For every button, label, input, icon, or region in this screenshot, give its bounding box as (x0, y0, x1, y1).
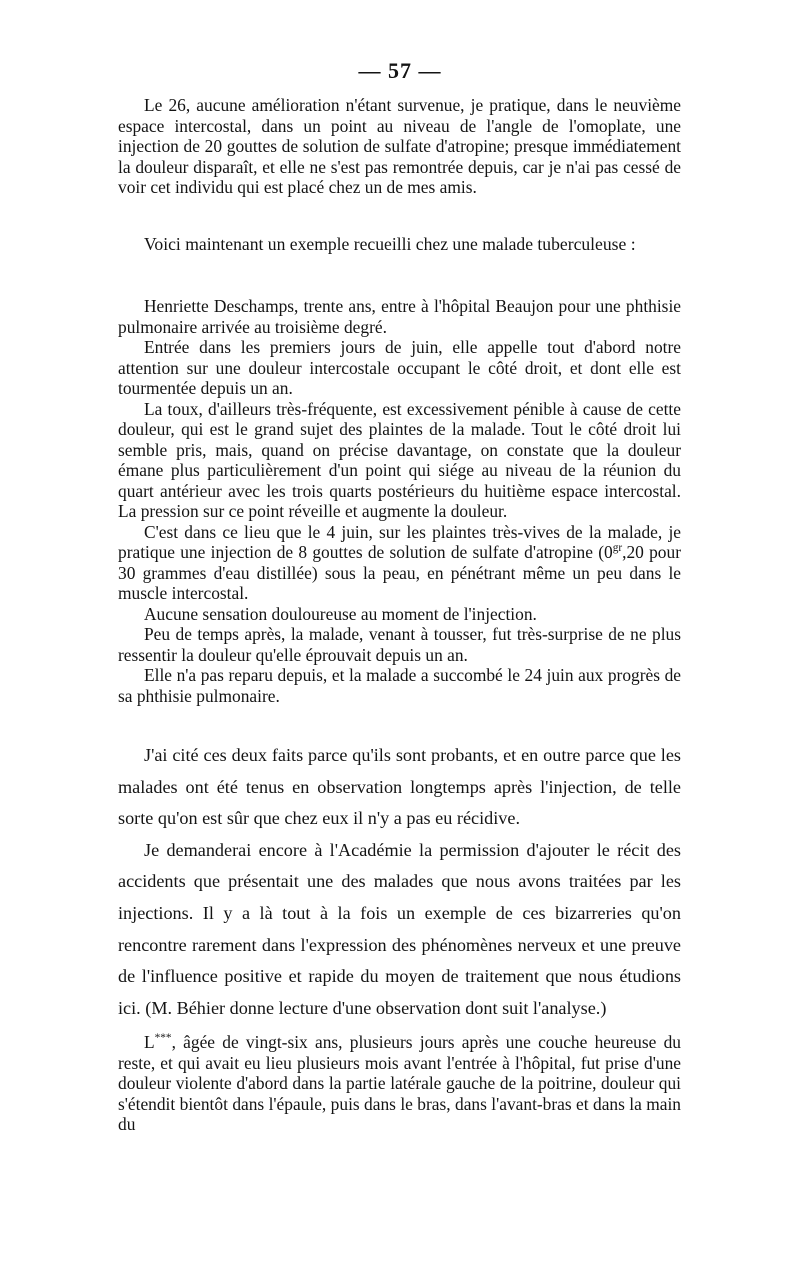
injection-unit-superscript: gr (612, 542, 623, 555)
paragraph: Le 26, aucune amélioration n'étant survenue, je pratique, dans le neuvième espace intercostal, dans un point au niveau de l'angle de l'omoplate, une injection de 20 gouttes de solution de sulfate d'atropine; presque immédiatement la douleur disparaît, et elle ne s'est pas remontrée depuis, car je n'ai pas cessé de voir cet individu qui est placé chez un de mes amis. (118, 95, 681, 197)
patient-initial: L (144, 1032, 155, 1052)
page-number: — 57 — (358, 58, 442, 83)
paragraph: Je demanderai encore à l'Académie la permission d'ajouter le récit des accidents que présentait une des malades que nous avons traitées par les injections. Il y a là tout à la fois un exemple de ces bizarreries qu'on rencontre rarement dans l'expression des phénomènes nerveux et une preuve de l'influence positive et rapide du moyen de traitement que nous étudions ici. (M. Béhier donne lecture d'une observation dont suit l'analyse.) (118, 839, 681, 1018)
patient-initial-stars: *** (154, 1032, 172, 1045)
patient-initial-sep: , (171, 1032, 184, 1052)
paragraph: J'ai cité ces deux faits parce qu'ils sont probants, et en outre parce que les malades ont été tenus en observation longtemps après l'injection, de telle sorte qu'on est sûr que chez eux il n'y a pas eu récidive. (118, 745, 681, 829)
paragraph (118, 522, 681, 604)
paragraph: Voici maintenant un exemple recueilli chez une malade tuberculeuse : (144, 234, 636, 254)
paragraph-text: âgée de vingt-six ans, plusieurs jours après une couche heureuse du reste, et qui avait eu lieu plusieurs mois avant l'entrée à l'hôpital, fut prise d'une douleur violente d'abord dans la partie latérale gauche de la poitrine, douleur qui s'étendit bientôt dans l'épaule, puis dans le bras, dans l'avant-bras et dans la main du (118, 1032, 681, 1134)
paragraph: Elle n'a pas reparu depuis, et la malade a succombé le 24 juin aux progrès de sa phthisie pulmonaire. (118, 665, 681, 706)
paragraph: Henriette Deschamps, trente ans, entre à l'hôpital Beaujon pour une phthisie pulmonaire arrivée au troisième degré. (118, 296, 681, 337)
paragraph-block-1 (118, 95, 681, 198)
injection-text-after: ,20 pour 30 grammes d'eau distillée) sous la peau, en pénétrant même un peu dans le muscle intercostal. (118, 542, 681, 603)
injection-text-before: C'est dans ce lieu que le 4 juin, sur les plaintes très-vives de la malade, je pratique une injection de 8 gouttes de solution de sulfate d'atropine (0 (118, 521, 681, 562)
case-block (118, 296, 681, 706)
paragraph: Aucune sensation douloureuse au moment de l'injection. (144, 603, 537, 624)
paragraph: Entrée dans les premiers jours de juin, elle appelle tout d'abord notre attention sur une douleur intercostale occupant le côté droit, et dont elle est tourmentée depuis un an. (118, 337, 681, 398)
commentary-block (118, 740, 681, 1024)
paragraph (118, 1032, 681, 1135)
paragraph: Peu de temps après, la malade, venant à tousser, fut très-surprise de ne plus ressentir la douleur qu'elle éprouvait depuis un an. (118, 624, 681, 665)
paragraph-block-2 (118, 230, 681, 259)
paragraph: La toux, d'ailleurs très-fréquente, est excessivement pénible à cause de cette douleur, qui est le grand sujet des plaintes de la malade. Tout le côté droit lui semble pris, mais, quand on précise davantage, on constate que la douleur émane plus particulièrement d'un point qui siége au niveau de la réunion du quart antérieur avec les trois quarts postérieurs du huitième espace intercostal. La pression sur ce point réveille et augmente la douleur. (118, 398, 681, 521)
case-block-2 (118, 1032, 681, 1135)
